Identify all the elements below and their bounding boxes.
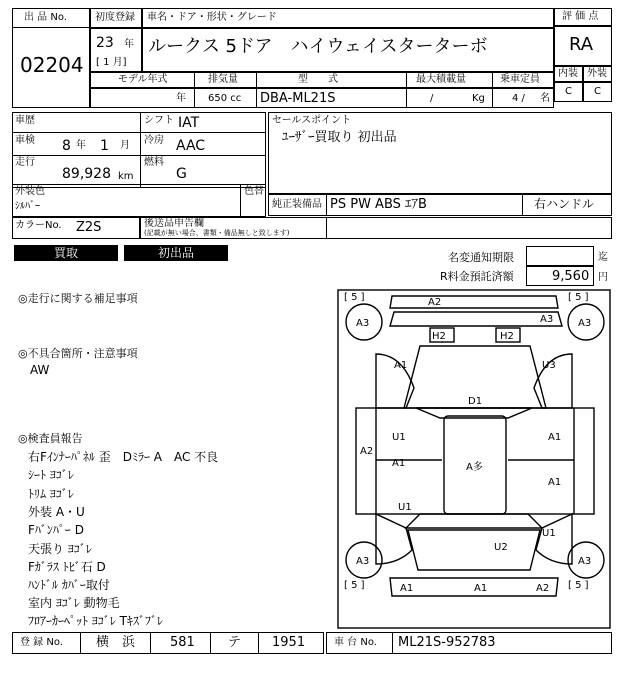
- reg-divider: [210, 632, 211, 654]
- mileage-label: 走行: [15, 157, 35, 168]
- mileage-unit: km: [118, 171, 134, 182]
- fuel-label: 燃料: [144, 157, 164, 168]
- recycle-unit: 円: [598, 272, 608, 283]
- mark-headlight-left: H2: [432, 331, 446, 342]
- inspector-line: 室内 ﾖｺﾞﾚ 動物毛: [28, 596, 120, 610]
- mark-fender-fl: A1: [394, 360, 408, 371]
- capacity-label: 乗車定員: [500, 74, 540, 85]
- exterior-color-label: 外装色: [15, 186, 45, 197]
- model-year-label: モデル年式: [118, 74, 168, 85]
- later-docs-note: (記載が無い場合、書類・備品無しと致します): [144, 229, 290, 237]
- defects-value: AW: [30, 363, 50, 377]
- mark-wheel-fl: A3: [356, 318, 370, 329]
- mileage-value: 89,928: [62, 166, 111, 182]
- inspection-label: 車検: [15, 135, 35, 146]
- later-docs-label: 後送品申告欄: [144, 218, 204, 229]
- exterior-color-box: [12, 184, 266, 217]
- details-left: [12, 112, 266, 188]
- mark-front-panel: A3: [540, 314, 554, 325]
- mark-door-fr-lower: A1: [548, 477, 562, 488]
- mark-door-fl-lower: A1: [392, 458, 406, 469]
- reg-label: 登 録 No.: [20, 637, 63, 648]
- mark-rear-bumper-left: A1: [400, 583, 414, 594]
- ac-label: 冷房: [144, 135, 164, 146]
- color-no-label: カラーNo.: [15, 220, 62, 231]
- reg-divider: [258, 632, 259, 654]
- inspector-line: 外装 A・U: [28, 505, 85, 519]
- mark-roof: A多: [466, 462, 483, 473]
- mark-door-rl: U1: [398, 502, 412, 513]
- inspector-line: ｼｰﾄ ﾖｺﾞﾚ: [28, 468, 74, 482]
- interior-grade: C: [565, 86, 572, 97]
- inspection-month-unit: 月: [120, 140, 130, 151]
- inspector-line: Fﾊﾞﾝﾊﾟｰ D: [28, 523, 84, 537]
- trunk-shape: [408, 530, 540, 570]
- first-reg-month: [ 1 月]: [96, 57, 127, 68]
- mark-wheel-rr: A3: [578, 556, 592, 567]
- details-divider: [12, 155, 266, 156]
- later-docs-divider: [326, 217, 327, 239]
- reg-city: 横 浜: [96, 635, 136, 650]
- inspection-month: 1: [100, 138, 109, 154]
- exterior-label: 外装: [587, 68, 607, 79]
- lot-label: 出 品 No.: [24, 12, 67, 23]
- badge-buyback: 買取: [14, 245, 118, 261]
- first-reg-year: 23: [96, 35, 114, 51]
- exterior-color-value: ｼﾙﾊﾞｰ: [15, 201, 40, 212]
- lot-number: 02204: [20, 53, 84, 77]
- exterior-grade: C: [594, 86, 601, 97]
- fender-rr-shape: [536, 514, 572, 564]
- history-label: 車歴: [15, 115, 35, 126]
- first-reg-label: 初度登録: [95, 12, 135, 23]
- badge-first-listing: 初出品: [124, 245, 228, 261]
- reg-divider: [80, 632, 81, 654]
- front-bumper-shape: [390, 296, 558, 308]
- tire-label-rr: [ 5 ]: [568, 580, 589, 591]
- equipment-label: 純正装備品: [272, 199, 322, 210]
- rating-value: RA: [569, 34, 594, 55]
- reg-class: 581: [170, 635, 195, 650]
- deadline-field: [526, 246, 594, 266]
- chassis-label: 車 台 No.: [334, 637, 377, 648]
- windshield-rear-shape: [406, 514, 542, 528]
- mark-door-rr: U1: [542, 528, 556, 539]
- displacement-value: 650 cc: [208, 93, 242, 104]
- mark-front-bumper: A2: [428, 297, 442, 308]
- car-damage-diagram: [336, 288, 612, 630]
- color-no-value: Z2S: [76, 220, 102, 235]
- mark-hood: D1: [468, 396, 483, 407]
- inspector-label: ◎検査員報告: [18, 432, 83, 445]
- mark-wheel-rl: A3: [356, 556, 370, 567]
- displacement-label: 排気量: [208, 74, 238, 85]
- steering-value: 右ハンドル: [534, 197, 595, 211]
- running-notes-label: ◎走行に関する補足事項: [18, 292, 138, 305]
- inspection-year: 8: [62, 138, 71, 154]
- inspector-line: 右Fｲﾝﾅｰﾊﾟﾈﾙ 歪 Dﾐﾗｰ A AC 不良: [28, 450, 219, 464]
- capacity-unit: 名: [540, 93, 550, 104]
- ac-value: AAC: [176, 138, 206, 154]
- chassis-value: ML21S-952783: [398, 635, 496, 650]
- max-load-unit: Kg: [472, 93, 485, 104]
- type-value: DBA-ML21S: [260, 91, 336, 106]
- equipment-divider: [522, 194, 523, 216]
- repaint-label: 色替: [244, 186, 264, 197]
- fuel-value: G: [176, 166, 187, 182]
- inspector-line: Fｶﾞﾗｽ ﾄﾋﾞ石 D: [28, 560, 106, 574]
- reg-number: 1951: [272, 635, 306, 650]
- mark-rear-bumper-right: A2: [536, 583, 550, 594]
- details-divider: [140, 112, 141, 188]
- reg-kana: テ: [228, 635, 242, 650]
- max-load-slash: /: [430, 93, 434, 104]
- recycle-value: 9,560: [552, 269, 590, 284]
- mark-headlight-right: H2: [500, 331, 514, 342]
- sales-point-value: ﾕｰｻﾞｰ買取り 初出品: [282, 130, 397, 145]
- type-label: 型 式: [298, 74, 338, 85]
- equipment-value: PS PW ABS ｴｱB: [330, 197, 427, 212]
- mark-fender-fr: U3: [542, 360, 556, 371]
- front-panel-shape: [390, 312, 562, 326]
- inspector-line: ﾊﾝﾄﾞﾙ ｶﾊﾞｰ取付: [28, 578, 110, 592]
- mark-rear-bumper-center: A1: [474, 583, 488, 594]
- reg-divider: [150, 632, 151, 654]
- max-load-label: 最大積載量: [416, 74, 466, 85]
- mark-door-fr-upper: A1: [548, 432, 562, 443]
- mark-door-fl-upper: U1: [392, 432, 406, 443]
- rating-label: 評 価 点: [562, 11, 599, 22]
- tire-label-fl: [ 5 ]: [344, 292, 365, 303]
- tire-label-fr: [ 5 ]: [568, 292, 589, 303]
- mark-trunk: U2: [494, 542, 508, 553]
- first-reg-year-unit: 年: [124, 39, 134, 50]
- shift-label: シフト: [144, 115, 174, 126]
- mark-wheel-fr: A3: [578, 318, 592, 329]
- defects-label: ◎不具合箇所・注意事項: [18, 347, 138, 360]
- equipment-divider: [326, 194, 327, 216]
- interior-label: 内装: [558, 68, 578, 79]
- model-name: ルークス 5ドア ハイウェイスターターボ: [148, 36, 488, 57]
- deadline-unit: 迄: [598, 252, 608, 263]
- details-divider: [12, 132, 266, 133]
- capacity-value: 4 /: [512, 93, 525, 104]
- model-label: 車名・ドア・形状・グレード: [147, 12, 277, 23]
- inspector-line: 天張り ﾖｺﾞﾚ: [28, 542, 92, 556]
- shift-value: IAT: [178, 115, 200, 131]
- mark-side-left: A2: [360, 446, 374, 457]
- recycle-label: R料金預託済額: [440, 270, 514, 283]
- model-year-unit: 年: [176, 93, 186, 104]
- repaint-divider: [240, 184, 241, 217]
- inspector-line: ﾄﾘﾑ ﾖｺﾞﾚ: [28, 487, 74, 501]
- inspection-year-unit: 年: [76, 140, 86, 151]
- inspector-line: ﾌﾛｱｰｶｰﾍﾟｯﾄ ﾖｺﾞﾚ Tｷｽﾞﾌﾞﾚ: [28, 614, 163, 628]
- deadline-label: 名変通知期限: [448, 251, 514, 264]
- tire-label-rl: [ 5 ]: [344, 580, 365, 591]
- chassis-divider: [392, 632, 393, 654]
- sales-point-label: セールスポイント: [272, 115, 352, 126]
